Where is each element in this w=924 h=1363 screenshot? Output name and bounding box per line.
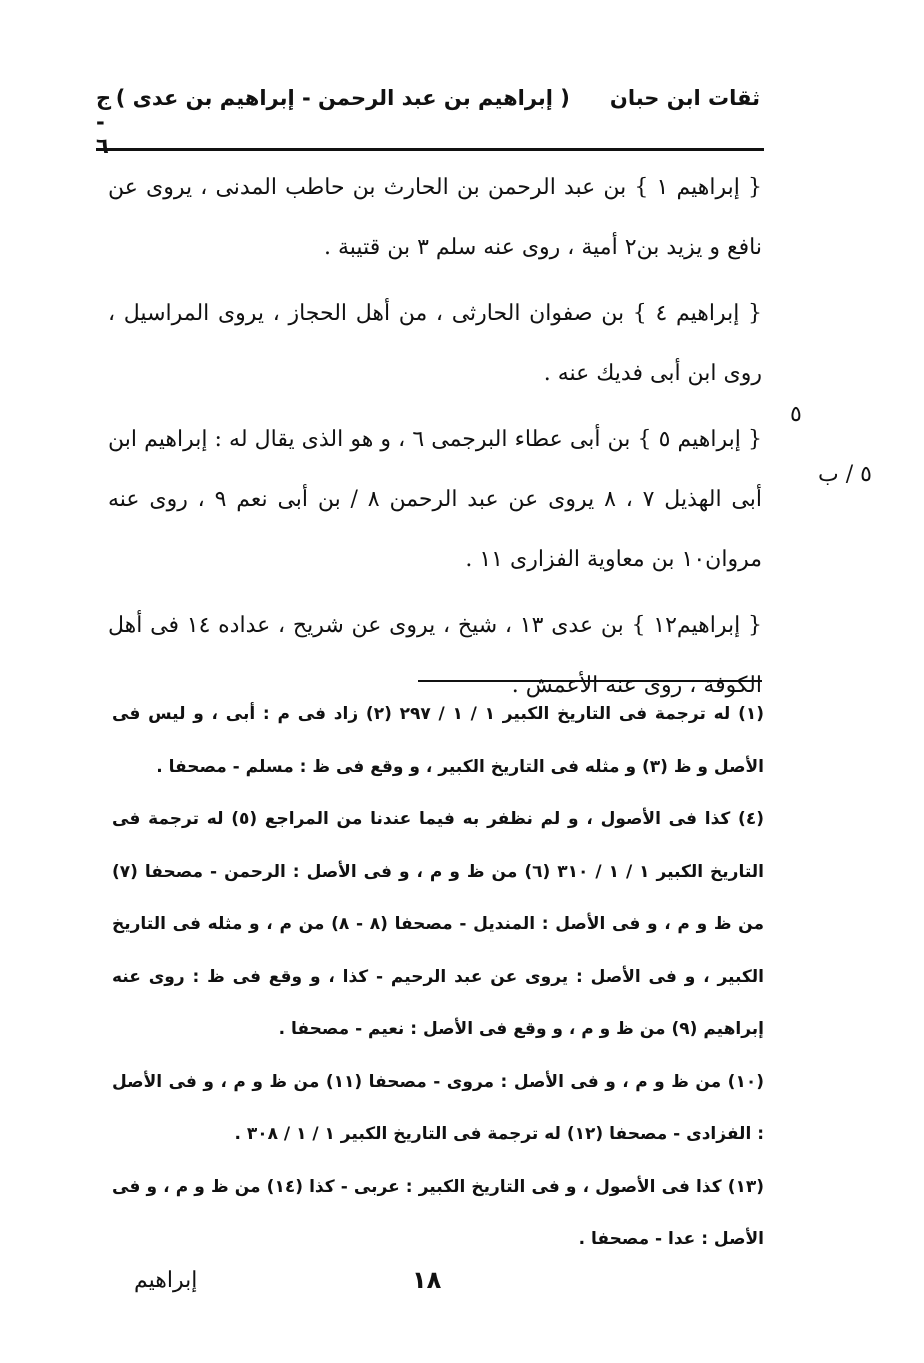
main-text [108, 158, 762, 722]
footnote-paragraph: (١٣) كذا فى الأصول ، و فى التاريخ الكبير : عربى - كذا (١٤) من ظ و م ، و فى الأصل : عدا - مصحفا . [112, 1176, 765, 1249]
page-number: ١٨ [412, 1266, 442, 1294]
entry-paragraph: { إبراهيم١٢ } بن عدى ١٣ ، شيخ ، يروى عن شريح ، عداده ١٤ فى أهل الكوفة ، روى عنه الأعمش . [108, 613, 763, 698]
footnote-paragraph: (١٠) من ظ و م ، و فى الأصل : مروى - مصحفا (١١) من ظ و م ، و فى الأصل : الفزادى - مصحفا (١٢) له ترجمة فى التاريخ الكبير ١ / ١ / ٣٠٨ . [112, 1071, 764, 1144]
footnote-paragraph: (١) له ترجمة فى التاريخ الكبير ١ / ١ / ٢٩٧ (٢) زاد فى م : أبى ، و ليس فى الأصل و ظ (٣) و مثله فى التاريخ الكبير ، و وقع فى ظ : مسلم - مصحفا . [112, 704, 765, 777]
footnote-rule [418, 680, 762, 682]
footnote-paragraph: (٤) كذا فى الأصول ، و لم نظفر به فيما عندنا من المراجع (٥) له ترجمة فى التاريخ الكبير ١ / ١ / ٣١٠ (٦) من ظ و م ، و فى الأصل : الرحمن - مصحفا (٧) من ظ و م ، و فى الأصل : المنديل - مصحفا (٨ - ٨) من م ، و مثله فى التاريخ الكبير ، و فى الأصل : يروى عن عبد الرحيم - كذا ، و وقع فى ظ : روى عنه إبراهيم (٩) من ظ و م ، و وقع فى الأصل : نعيم - مصحفا . [112, 809, 764, 1039]
catchword: إبراهيم [134, 1268, 198, 1293]
header-book-title: ثقات ابن حبان [609, 86, 760, 110]
manuscript-folio-note: ٥ / ب [818, 462, 872, 487]
entry-paragraph: { إبراهيم ٤ } بن صفوان الحارثى ، من أهل الحجاز ، يروى المراسيل ، روى ابن أبى فديك عنه . [108, 301, 762, 386]
header-volume: ج - ٦ [96, 86, 112, 158]
header-rule [96, 148, 764, 151]
footnotes [112, 688, 764, 1266]
entry-paragraph: { إبراهيم ٥ } بن أبى عطاء البرجمى ٦ ، و هو الذى يقال له : إبراهيم ابن أبى الهذيل ٧ ، ٨ يروى عن عبد الرحمن ٨ / بن أبى نعم ٩ ، روى عنه مروان١٠ بن معاوية الفزارى ١١ . [108, 427, 762, 572]
line-number: ٥ [790, 402, 802, 427]
header-entries-range: ( إبراهيم بن عبد الرحمن - إبراهيم بن عدى ) [115, 86, 570, 110]
entry-paragraph: { إبراهيم ١ } بن عبد الرحمن بن الحارث بن حاطب المدنى ، يروى عن نافع و يزيد بن٢ أمية ، روى عنه سلم ٣ بن قتيبة . [108, 175, 762, 260]
